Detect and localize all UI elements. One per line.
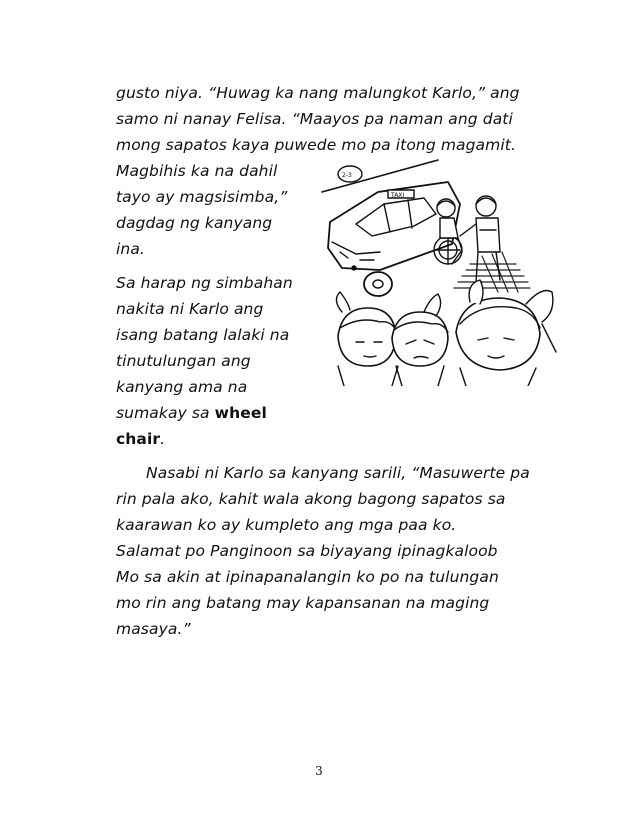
sign-bubble [338, 166, 362, 182]
paragraph-2-line: kanyang ama na [116, 378, 248, 396]
bold-term-wheel: wheel [214, 404, 267, 422]
paragraph-1-line: dagdag ng kanyang [116, 214, 273, 232]
paragraph-1-line: samo ni nanay Felisa. “Maayos pa naman ang dati [116, 110, 513, 128]
father-figure [460, 196, 500, 282]
paragraph-1-line: mong sapatos kaya puwede mo pa itong magamit. [116, 136, 516, 154]
page-number: 3 [315, 764, 323, 778]
bold-term-chair: chair [116, 430, 161, 448]
sign-bubble-text: 2-3 [342, 172, 352, 179]
paragraph-2-line [116, 400, 267, 426]
paragraph-2-line: tinutulungan ang [116, 352, 251, 370]
paragraph-2-line: Sa harap ng simbahan [116, 274, 293, 292]
paragraph-2-line [116, 426, 165, 452]
child-right [456, 280, 556, 386]
taxi-wheel [364, 272, 392, 296]
paragraph-1-line: Magbihis ka na dahil [116, 162, 278, 180]
paragraph-3-line: kaarawan ko ay kumpleto ang mga paa ko. [116, 516, 457, 534]
boy-in-wheelchair [437, 199, 458, 238]
paragraph-3-line: rin pala ako, kahit wala akong bagong sapatos sa [116, 490, 506, 508]
paragraph-2-line: isang batang lalaki na [116, 326, 290, 344]
paragraph-1-line: gusto niya. “Huwag ka nang malungkot Karlo,” ang [116, 84, 520, 102]
wheelchair [434, 236, 462, 264]
taxi-sign-text: TAXI [391, 192, 405, 199]
story-illustration [320, 152, 560, 386]
paragraph-3-line: masaya.” [116, 620, 191, 638]
paragraph-3-line: Mo sa akin at ipinapanalangin ko po na tulungan [116, 568, 499, 586]
paragraph-2-text: sumakay sa [116, 404, 215, 422]
child-left [336, 292, 398, 386]
paragraph-3-line: Salamat po Panginoon sa biyayang ipinagkaloob [116, 542, 498, 560]
paragraph-2-period: . [160, 430, 166, 448]
paragraph-3-line: Nasabi ni Karlo sa kanyang sarili, “Masuwerte pa [146, 464, 530, 482]
child-middle [392, 294, 448, 386]
crosswalk-stripes [454, 252, 530, 292]
paragraph-1-line: ina. [116, 240, 145, 258]
paragraph-3-line: mo rin ang batang may kapansanan na maging [116, 594, 490, 612]
paragraph-1-line: tayo ay magsisimba,” [116, 188, 288, 206]
paragraph-2-line: nakita ni Karlo ang [116, 300, 264, 318]
